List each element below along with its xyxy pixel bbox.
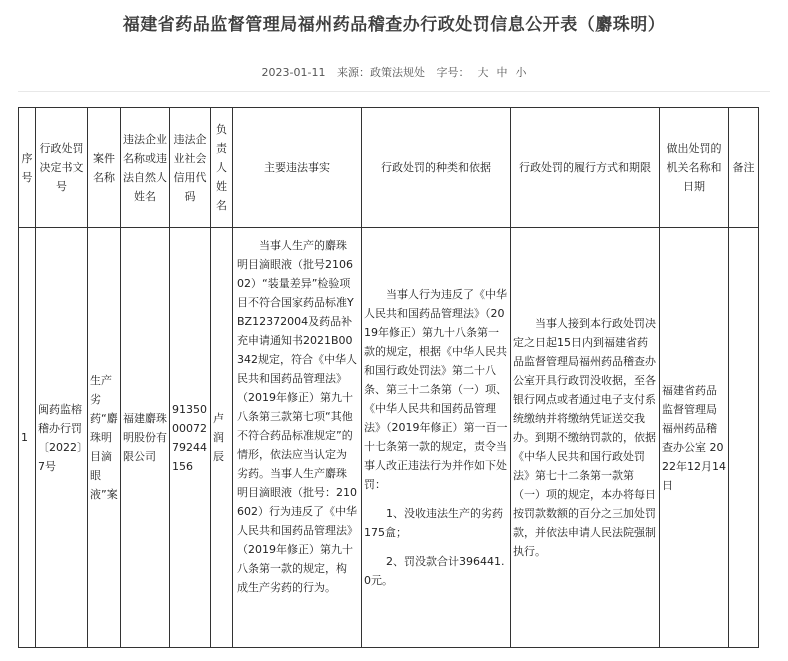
header-case-name: 案件名称 — [88, 108, 121, 228]
font-size-large-button[interactable]: 大 — [477, 66, 489, 79]
font-size-medium-button[interactable]: 中 — [496, 66, 508, 79]
header-credit-code: 违法企业社会信用代码 — [170, 108, 211, 228]
penalty-basis-text: 当事人行为违反了《中华人民共和国药品管理法》（2019年修正）第九十八条第一款的规定，根据《中华人民共和国行政处罚法》第二十八条、第三十二条第（一）项、《中华人民共和国药品管理法》（2019年修正）第一百一十七条第一款的规定，责令当事人改正违法行为并作如下处罚： — [364, 288, 508, 491]
cell-case-name: 生产劣药“麝珠明目滴眼液”案 — [88, 228, 121, 648]
cell-penalty — [362, 228, 511, 648]
cell-legal-rep: 卢润辰 — [211, 228, 233, 648]
header-execution: 行政处罚的履行方式和期限 — [511, 108, 660, 228]
font-size-label: 字号： — [436, 66, 470, 79]
header-doc-no: 行政处罚决定书文号 — [36, 108, 88, 228]
table-header-row — [19, 108, 759, 228]
header-penalty: 行政处罚的种类和依据 — [362, 108, 511, 228]
header-party: 违法企业名称或违法自然人姓名 — [121, 108, 170, 228]
penalty-info-table — [18, 107, 759, 648]
header-authority: 做出处罚的机关名称和日期 — [660, 108, 729, 228]
execution-text: 当事人接到本行政处罚决定之日起15日内到福建省药品监督管理局福州药品稽查办公室开具行政罚没收据，至各银行网点或者通过电子支付系统缴纳并将缴纳凭证送交我办。到期不缴纳罚款的，依据《中华人民共和国行政处罚法》第七十二条第一款第（一）项的规定，本办将每日按罚款数额的百分之三加处罚款，并依法申请人民法院强制执行。 — [513, 317, 656, 558]
header-facts: 主要违法事实 — [233, 108, 362, 228]
header-seq: 序号 — [19, 108, 36, 228]
cell-authority: 福建省药品监督管理局福州药品稽查办公室 2022年12月14日 — [660, 228, 729, 648]
table-row — [19, 228, 759, 648]
publish-date: 2023-01-11 — [261, 66, 326, 79]
cell-remarks — [729, 228, 759, 648]
cell-doc-no: 闽药监榕稽办行罚〔2022〕7号 — [36, 228, 88, 648]
source-label: 来源：政策法规处 — [336, 66, 425, 79]
article-meta — [0, 64, 788, 80]
penalty-item-2: 2、罚没款合计396441.0元。 — [364, 555, 505, 587]
cell-execution — [511, 228, 660, 648]
header-remarks: 备注 — [729, 108, 759, 228]
cell-party: 福建麝珠明股份有限公司 — [121, 228, 170, 648]
facts-text: 当事人生产的麝珠明目滴眼液（批号210602）“装量差异”检验项目不符合国家药品标准YBZ12372004及药品补充申请通知书2021B00342规定，符合《中华人民共和国药品管理法》（2019年修正）第九十八条第三款第七项“其他不符合药品标准规定”的情形，依法应当认定为劣药。当事人生产麝珠明目滴眼液（批号：210602）行为违反了《中华人民共和国药品管理法》（2019年修正）第九十八条第一款的规定，构成生产劣药的行为。 — [237, 239, 357, 594]
header-legal-rep: 负责人姓名 — [211, 108, 233, 228]
page-title: 福建省药品监督管理局福州药品稽查办行政处罚信息公开表（麝珠明） — [122, 15, 666, 35]
divider — [18, 91, 770, 92]
cell-facts — [233, 228, 362, 648]
cell-seq: 1 — [19, 228, 36, 648]
cell-credit-code: 913500007279244156 — [170, 228, 211, 648]
penalty-item-1: 1、没收违法生产的劣药175盒； — [364, 507, 503, 539]
font-size-small-button[interactable]: 小 — [515, 66, 527, 79]
